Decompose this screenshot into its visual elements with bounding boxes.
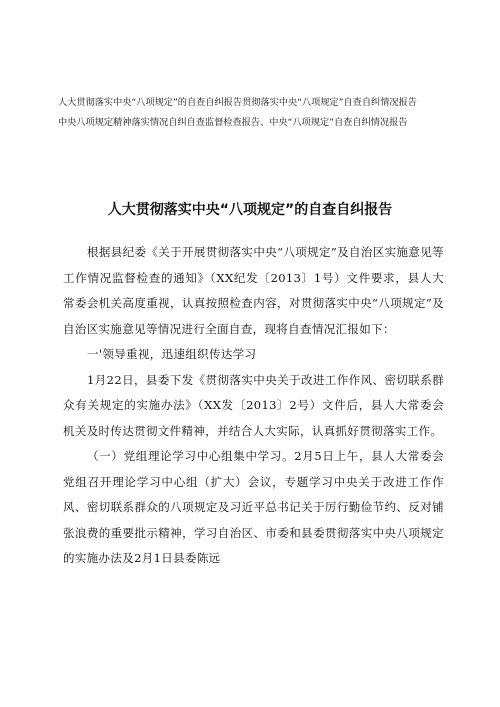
header-line-2: 中央八项规定精神落实情况自纠自查监督检查报告、中央“八项规定”自查自纠情况报告 (58, 117, 408, 128)
paragraph-subsection-1: （一）党组理论学习中心组集中学习。2月5日上午，县人大常委会党组召开理论学习中心组（扩大）会议，专题学习中央关于改进工作作风、密切联系群众的八项规定及习近平总书记关于厉行勤俭节约、反对铺张浪费的重要批示精神，学习自治区、市委和县委贯彻落实中央八项规定的实施办法及2月1日县委陈远 (63, 449, 444, 565)
paragraph-section-1: 1月22日，县委下发《贯彻落实中央关于改进工作作风、密切联系群众有关规定的实施办法》（XX发〔2013〕2号）文件后，县人大常委会机关及时传达贯彻文件精神，并结合人大实际，认真抓好贯彻落实工作。 (63, 372, 444, 438)
document-title: 人大贯彻落实中央“八项规定”的自查自纠报告 (107, 202, 393, 218)
header-line-1: 人大贯彻落实中央“八项规定”的自查自纠报告贯彻落实中央“八项规定”自查自纠情况报告 (58, 97, 417, 108)
section-heading-1: 一'领导重视，迅速组织传达学习 (87, 347, 257, 361)
document-body (63, 240, 444, 572)
document-header (58, 96, 448, 130)
paragraph-intro: 根据县纪委《关于开展贯彻落实中央“八项规定”及自治区实施意见等工作情况监督检查的通知》（XX纪发〔2013〕1号）文件要求，县人大常委会机关高度重视，认真按照检查内容，对贯彻落实中央“八项规定”及自治区实施意见等情况进行全面自查，现将自查情况汇报如下： (63, 245, 444, 336)
